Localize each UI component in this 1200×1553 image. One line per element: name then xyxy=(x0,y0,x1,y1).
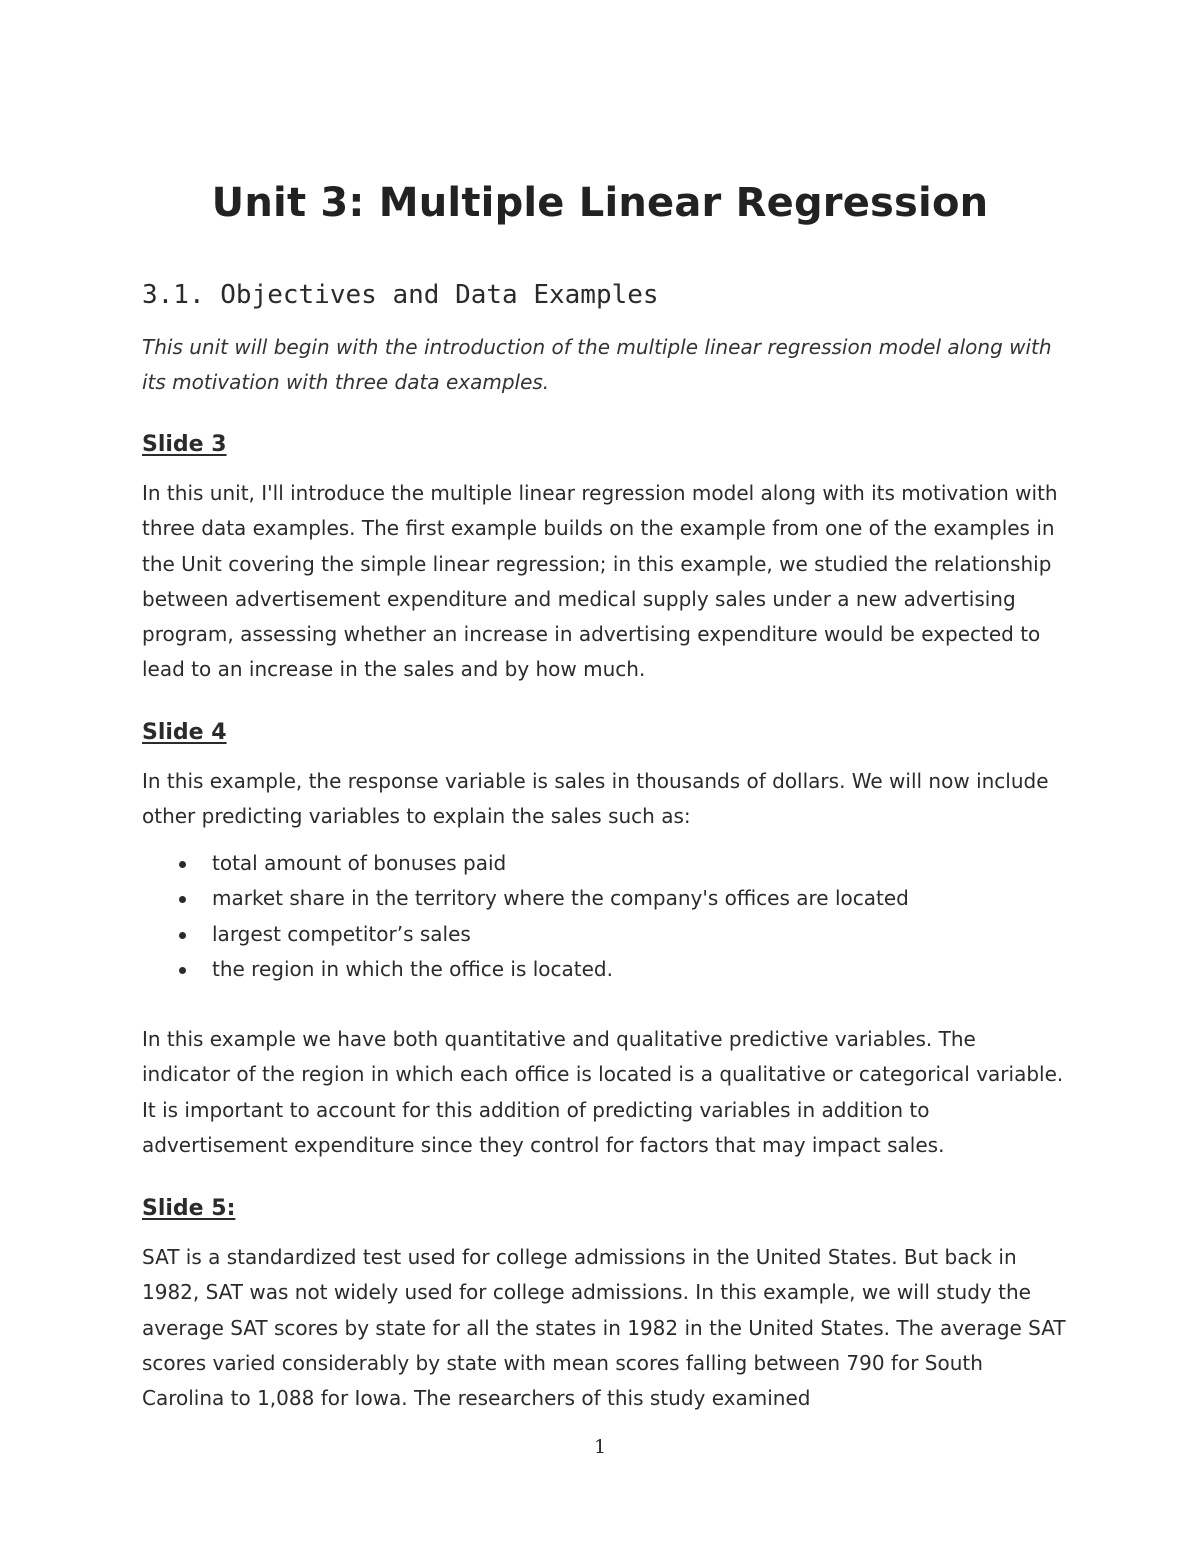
list-item-text: total amount of bonuses paid xyxy=(212,851,507,875)
predictor-bullet-list xyxy=(142,846,1067,987)
slide-4-heading: Slide 4 xyxy=(142,720,227,745)
slide-5-heading: Slide 5: xyxy=(142,1196,236,1221)
bullet-icon xyxy=(179,861,186,868)
list-item-text: the region in which the office is located. xyxy=(212,956,613,981)
slide-3-heading: Slide 3 xyxy=(142,432,227,457)
list-item-text: largest competitor’s sales xyxy=(212,921,471,946)
document-title: Unit 3: Multiple Linear Regression xyxy=(211,180,989,226)
slide-3-paragraph: In this unit, I'll introduce the multiple linear regression model along with its motivation with three data examples. The first example builds on the example from one of the examples in the Unit covering the simple linear regression; in this example, we studied the relationship between advertisement expenditure and medical supply sales under a new advertising program, assessing whether an increase in advertising expenditure would be expected to lead to an increase in the sales and by how much. xyxy=(142,481,1058,682)
section-heading: 3.1. Objectives and Data Examples xyxy=(142,280,659,310)
page-number: 1 xyxy=(593,1436,607,1458)
list-item xyxy=(142,846,1067,881)
slide-5-paragraph: SAT is a standardized test used for college admissions in the United States. But back in 1982, SAT was not widely used for college admissions. In this example, we will study the average SAT scores by state for all the states in 1982 in the United States. The average SAT scores varied considerably by state with mean scores falling between 790 for South Carolina to 1,088 for Iowa. The researchers of this study examined xyxy=(142,1245,1066,1411)
slide-4-paragraph-2: In this example we have both quantitative and qualitative predictive variables. The indicator of the region in which each office is located is a qualitative or categorical variable. It is important to account for this addition of predicting variables in addition to advertisement expenditure since they control for factors that may impact sales. xyxy=(142,1027,1064,1157)
slide-4-paragraph-1: In this example, the response variable is sales in thousands of dollars. We will now include other predicting variables to explain the sales such as: xyxy=(142,769,1049,829)
list-item xyxy=(142,952,1067,987)
list-item xyxy=(142,881,1067,916)
bullet-icon xyxy=(179,932,186,939)
list-item xyxy=(142,917,1067,952)
bullet-icon xyxy=(179,896,186,903)
bullet-icon xyxy=(179,967,186,974)
list-item-text: market share in the territory where the company's offices are located xyxy=(212,886,909,911)
intro-paragraph: This unit will begin with the introduction of the multiple linear regression model along with its motivation with three data examples. xyxy=(142,335,1052,394)
